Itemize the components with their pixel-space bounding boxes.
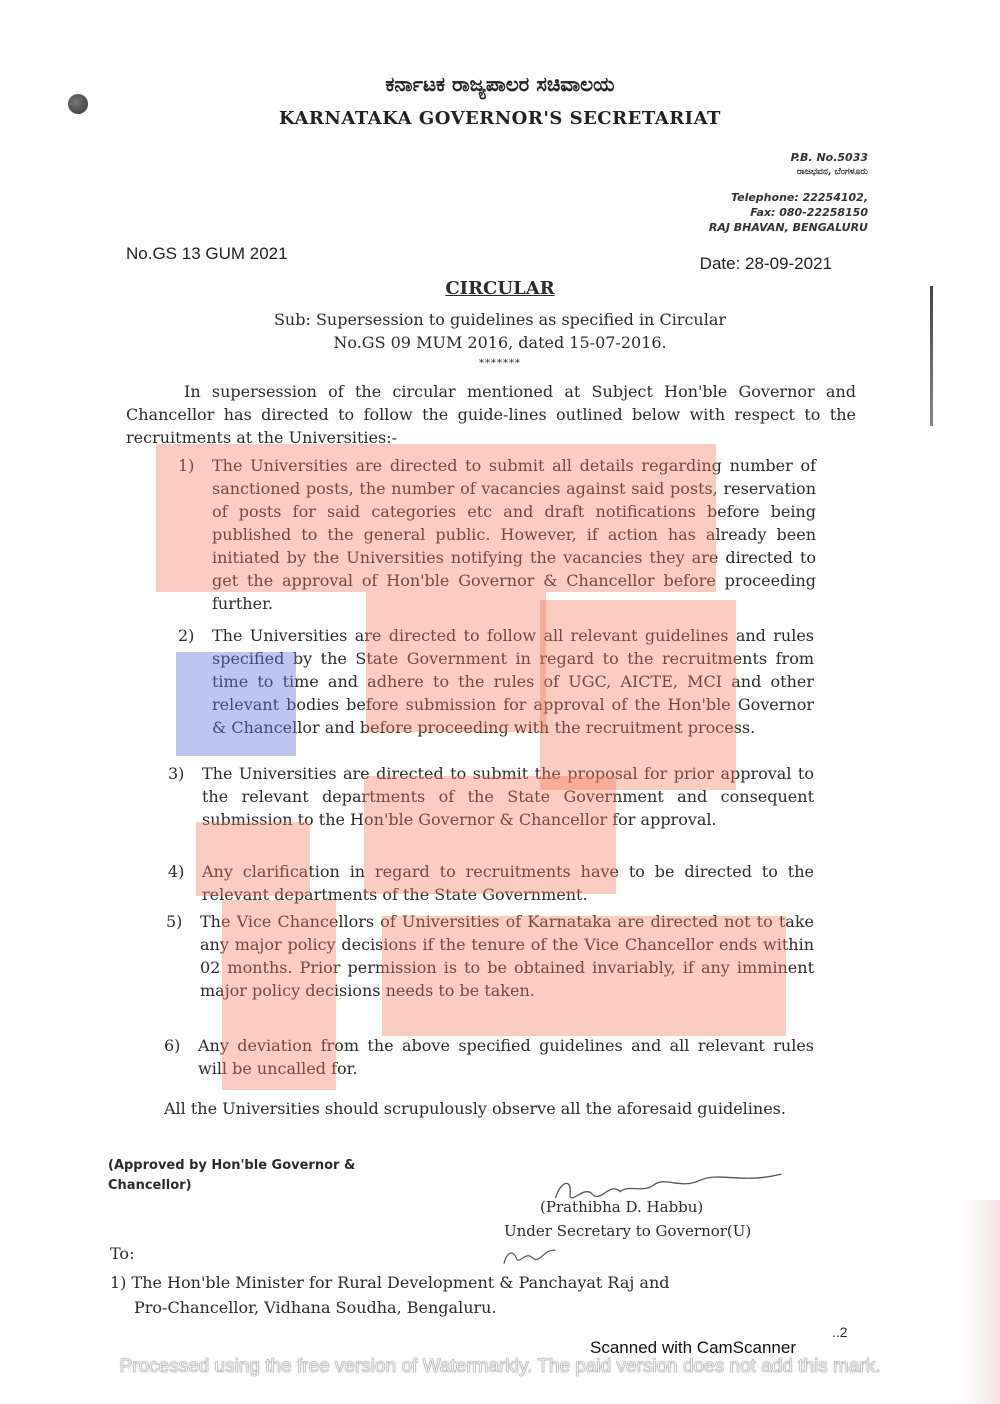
overlay-mark	[196, 822, 310, 896]
fax: Fax: 080-22258150	[750, 206, 868, 219]
separator: *******	[479, 358, 521, 369]
initial-scribble-mark	[499, 1240, 561, 1268]
secretariat-title: KARNATAKA GOVERNOR'S SECRETARIAT	[279, 108, 721, 129]
overlay-mark	[364, 776, 616, 894]
signer-name: (Prathibha D. Habbu)	[540, 1198, 704, 1216]
item-number: 5)	[166, 912, 183, 931]
item-text: Any deviation from the above specified guidelines and all relevant rules will be uncalled for.	[198, 1036, 814, 1078]
item-number: 2)	[178, 626, 195, 645]
circular-date: Date: 28-09-2021	[699, 254, 832, 273]
overlay-mark	[222, 900, 336, 1090]
contact-block	[709, 150, 868, 235]
item-text: The Universities are directed to submit all details regarding number of sanctioned posts, the number of vacancies against said posts, reservation of posts for said categories etc and draft notifications before being published to the general public. However, if action has already been initiated by the Universities notifying the vacancies they are directed to get the approval of Hon'ble Governor & Chancellor before proceeding further.	[212, 456, 816, 613]
overlay-mark	[156, 444, 716, 592]
item-text: The Universities are directed to follow all relevant guidelines and rules specified by the State Government in regard to the recruitments from time to time and adhere to the rules of UGC, AICTE, MCI and other relevant bodies before submission for approval of the Hon'ble Governor & Chancellor and before proceeding with the recruitment process.	[212, 626, 814, 737]
item-number: 3)	[168, 764, 185, 783]
to-label: To:	[110, 1244, 135, 1263]
closing-paragraph: All the Universities should scrupulously observe all the aforesaid guidelines.	[164, 1099, 786, 1118]
overlay-mark	[540, 600, 736, 790]
page-indicator: ..2	[832, 1324, 848, 1340]
scanner-stamp: Scanned with CamScanner	[590, 1338, 797, 1357]
po-box: P.B. No.5033	[790, 151, 868, 164]
item-number: 6)	[164, 1036, 181, 1055]
recipient-item	[110, 1270, 750, 1320]
circular-heading: CIRCULAR	[445, 278, 555, 299]
po-box-kannada: ರಾಜಭವನ, ಬೆಂಗಳೂರು	[796, 167, 868, 177]
item-text: The Universities are directed to submit the proposal for prior approval to the relevant departments of the State Government and consequent submission to the Hon'ble Governor & Chancellor for approval.	[202, 764, 814, 829]
item-number: 4)	[168, 862, 185, 881]
recipient-line-1: The Hon'ble Minister for Rural Development & Panchayat Raj and	[131, 1273, 670, 1292]
recipient-number: 1)	[110, 1273, 127, 1292]
item-text: Any clarification in regard to recruitments have to be directed to the relevant departments of the State Government.	[202, 862, 814, 904]
overlay-mark	[382, 916, 786, 1036]
recipient-line-2: Pro-Chancellor, Vidhana Soudha, Bengaluru.	[134, 1298, 497, 1317]
address: RAJ BHAVAN, BENGALURU	[708, 221, 868, 234]
subject-line-2: No.GS 09 MUM 2016, dated 15-07-2016.	[333, 333, 667, 352]
reference-number: No.GS 13 GUM 2021	[126, 244, 288, 263]
subject-line-1: Sub: Supersession to guidelines as specified in Circular	[273, 310, 727, 329]
kannada-title: ಕರ್ನಾಟಕ ರಾಜ್ಯಪಾಲರ ಸಚಿವಾಲಯ	[385, 72, 615, 96]
overlay-mark-blue	[176, 652, 296, 756]
subject	[0, 308, 1000, 354]
item-text: The Vice Chancellors of Universities of Karnataka are directed not to take any major policy decisions if the tenure of the Vice Chancellor ends within 02 months. Prior permission is to be obtained invariably, if any imminent major policy decisions needs to be taken.	[200, 912, 814, 1000]
telephone: Telephone: 22254102,	[731, 191, 868, 204]
watermark-text: Processed using the free version of Watermarkly. The paid version does not add this mark.	[119, 1356, 881, 1377]
signer-title: Under Secretary to Governor(U)	[504, 1222, 752, 1240]
initial-scribble	[499, 1240, 562, 1271]
scan-edge-mark	[930, 286, 933, 426]
intro-paragraph: In supersession of the circular mentioned at Subject Hon'ble Governor and Chancellor has directed to follow the guide-lines outlined below with respect to the recruitments at the Universities:-	[126, 382, 856, 447]
item-number: 1)	[178, 456, 195, 475]
approval-note: (Approved by Hon'ble Governor & Chancellor)	[108, 1158, 356, 1193]
overlay-mark	[366, 592, 546, 732]
